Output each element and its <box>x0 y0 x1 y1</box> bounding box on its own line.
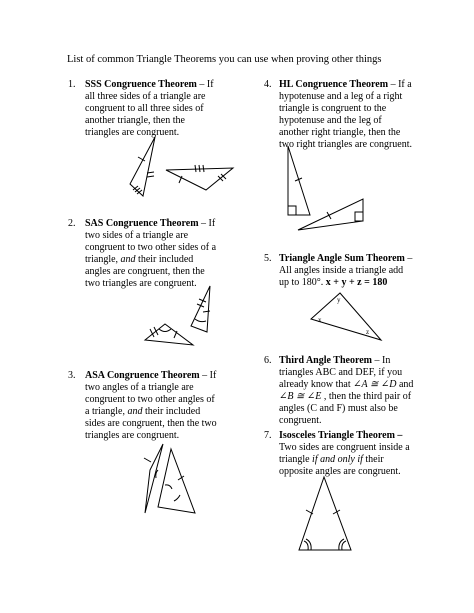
theorem-text: another right triangle, then the <box>279 127 401 138</box>
theorem-text: and <box>396 379 414 390</box>
angle-label-x: x <box>318 316 322 324</box>
angle-arc <box>174 495 180 501</box>
theorem-text: all three sides of a triangle are <box>85 91 206 102</box>
theorem-text: triangle <box>279 454 313 465</box>
angle-arc <box>342 541 346 550</box>
theorem-text: two angles of a triangle are <box>85 382 194 393</box>
theorem-number: 1. <box>68 79 76 90</box>
theorem-title: Triangle Angle Sum Theorem <box>279 253 405 264</box>
tick-mark <box>144 458 151 462</box>
theorem-number: 4. <box>264 79 272 90</box>
theorem-text: angles (C and F) must also be <box>279 403 398 414</box>
theorem-text: triangles are congruent. <box>85 127 180 138</box>
theorem-text: congruent to all three sides of <box>85 103 204 114</box>
sss-triangle-left <box>130 137 155 196</box>
theorem-text: already know that <box>279 379 354 390</box>
theorem-text-emphasis: and <box>120 254 136 265</box>
theorem-text: their included <box>135 254 194 265</box>
theorem-text: two right triangles are congruent. <box>279 139 413 150</box>
theorem-number: 7. <box>264 430 272 441</box>
theorem-math: ∠A ≅ ∠D <box>353 379 397 390</box>
theorem-text: triangle is congruent to the <box>279 103 387 114</box>
theorem-title: Third Angle Theorem <box>279 355 372 366</box>
tick-mark <box>199 165 200 172</box>
theorem-title: SAS Congruence Theorem <box>85 218 199 229</box>
theorem-formula: x + y + z = 180 <box>325 277 388 288</box>
theorem-text: Two sides are congruent inside a <box>279 442 410 453</box>
theorem-text: All angles inside a triangle add <box>279 265 404 276</box>
angle-sum-triangle <box>311 293 381 340</box>
angle-label-z: z <box>366 328 370 336</box>
theorem-text: two sides of a triangle are <box>85 230 189 241</box>
theorem-text: hypotenuse and the leg of <box>279 115 382 126</box>
sas-triangle-right <box>191 286 210 332</box>
theorem-text: , then the third pair of <box>321 391 412 402</box>
theorem-text: their <box>362 454 384 465</box>
theorem-text: sides are congruent, then the two <box>85 418 217 429</box>
theorem-number: 3. <box>68 370 76 381</box>
angle-label-y: y <box>337 296 341 304</box>
theorem-math: ∠B ≅ ∠E <box>279 391 322 402</box>
theorem-text: – If <box>199 370 217 381</box>
theorem-text: congruent to two other sides of a <box>85 242 217 253</box>
angle-arc <box>159 329 171 332</box>
angle-arc <box>195 319 206 322</box>
theorem-number: 6. <box>264 355 272 366</box>
theorem-title: ASA Congruence Theorem <box>85 370 200 381</box>
theorem-text: angles are congruent, then the <box>85 266 205 277</box>
tick-mark <box>203 165 204 172</box>
asa-triangle-right <box>158 449 195 513</box>
right-angle-mark <box>288 206 296 215</box>
theorem-text: their included <box>142 406 201 417</box>
theorem-number: 5. <box>264 253 272 264</box>
theorem-text-emphasis: and <box>127 406 143 417</box>
angle-arc <box>304 541 308 550</box>
theorem-title: HL Congruence Theorem <box>279 79 389 90</box>
right-angle-mark <box>355 212 363 221</box>
theorem-text: – If a <box>388 79 412 90</box>
theorem-text: triangles are congruent. <box>85 430 180 441</box>
theorem-text: – If <box>198 218 216 229</box>
theorem-text: – <box>404 253 413 264</box>
tick-mark <box>154 327 158 335</box>
theorem-text: triangles ABC and DEF, if you <box>279 367 403 378</box>
tick-mark <box>195 165 196 172</box>
theorem-text: a triangle, <box>85 406 128 417</box>
theorem-text: congruent. <box>279 415 322 426</box>
intro-text: List of common Triangle Theorems you can use when proving other things <box>67 54 382 65</box>
theorem-title: Isosceles Triangle Theorem – <box>279 430 403 441</box>
tick-mark <box>203 311 210 312</box>
theorem-text: another triangle, then the <box>85 115 185 126</box>
theorem-text: up to 180°. <box>279 277 326 288</box>
theorem-text: – In <box>371 355 391 366</box>
angle-arc <box>165 485 172 489</box>
theorem-text: opposite angles are congruent. <box>279 466 401 477</box>
tick-mark <box>147 176 154 177</box>
theorem-text: hypotenuse and a leg of a right <box>279 91 403 102</box>
theorem-text: – If <box>196 79 214 90</box>
hl-triangle-upper <box>288 146 310 215</box>
theorem-title: SSS Congruence Theorem <box>85 79 197 90</box>
theorem-text-emphasis: if and only if <box>312 454 363 465</box>
theorem-text: congruent to two other angles of <box>85 394 215 405</box>
theorem-text: two triangles are congruent. <box>85 278 197 289</box>
theorem-text: triangle, <box>85 254 121 265</box>
theorem-number: 2. <box>68 218 76 229</box>
asa-triangle-left <box>145 444 163 513</box>
